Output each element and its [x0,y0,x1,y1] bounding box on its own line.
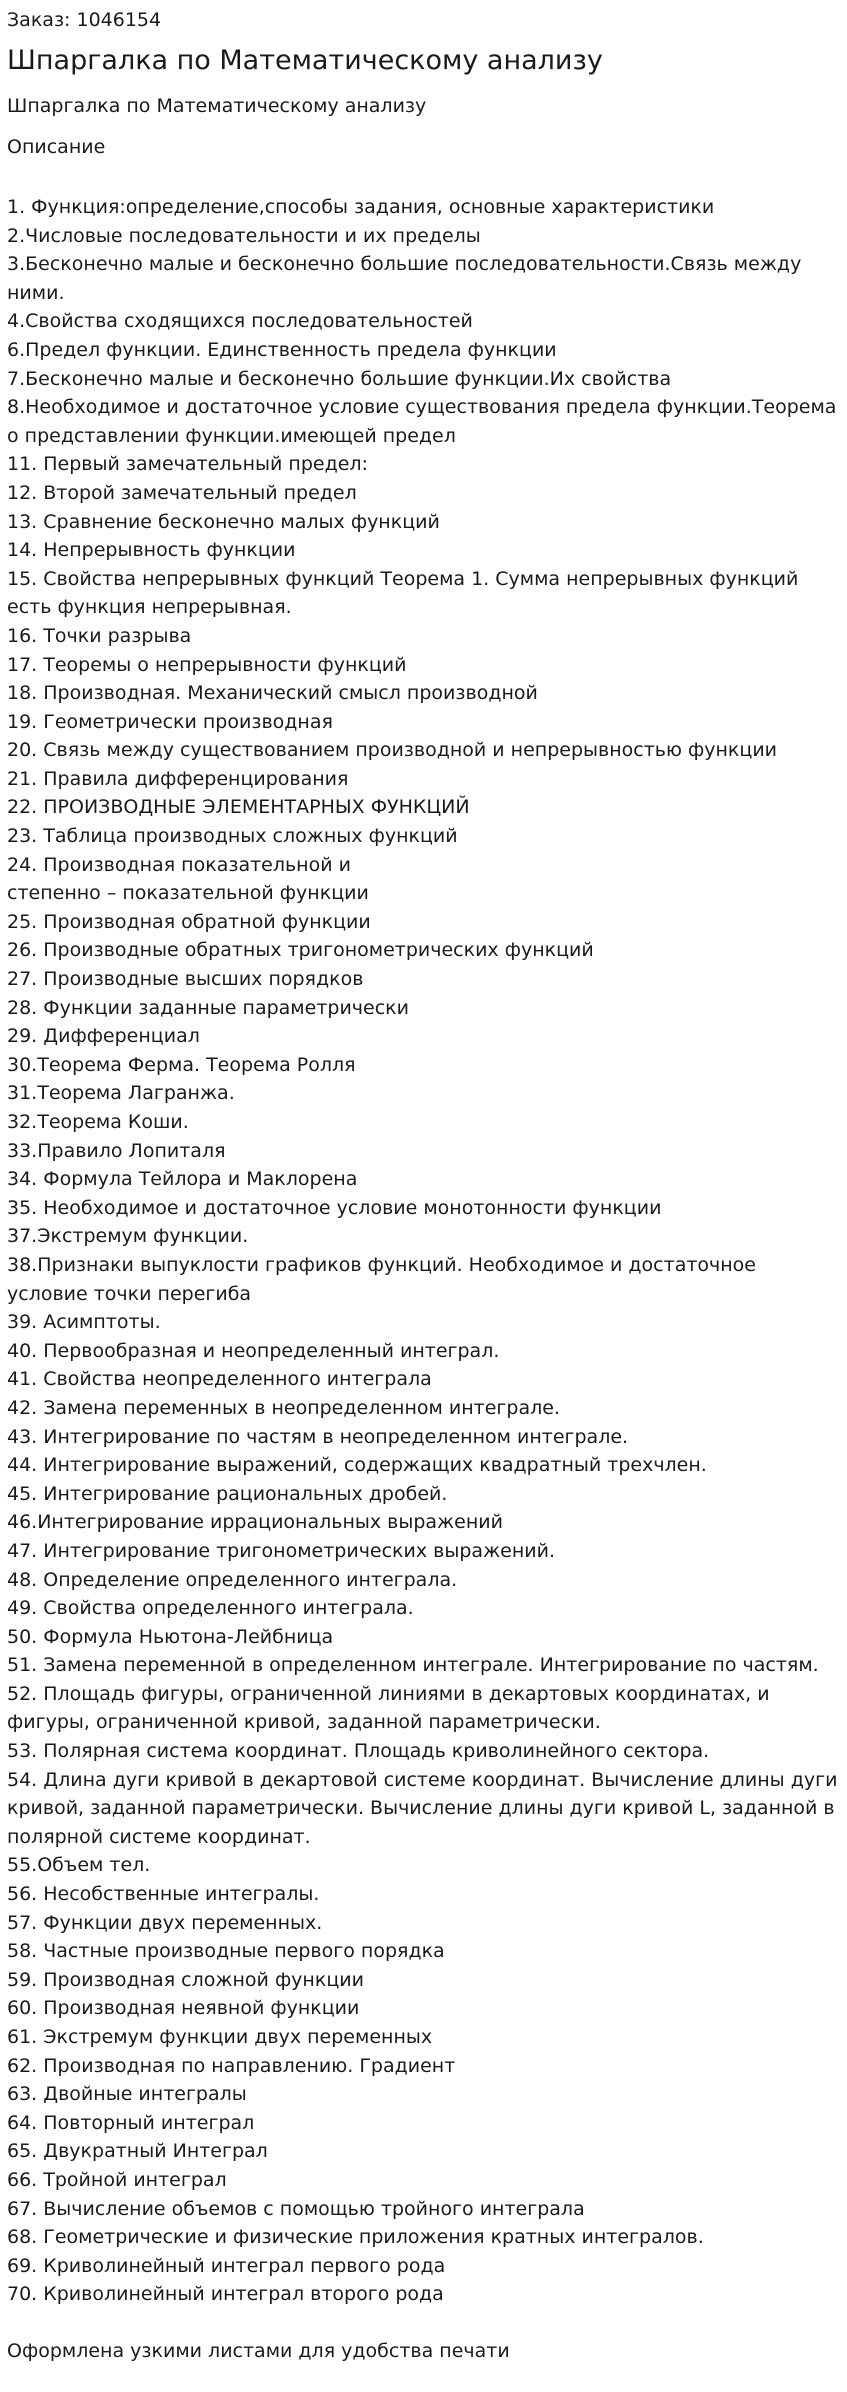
document-page [7,0,839,2362]
order-number: Заказ: 1046154 [7,9,162,31]
list-item: 26. Производные обратных тригонометрических функций [7,939,594,962]
list-item: 58. Частные производные первого порядка [7,1940,445,1963]
list-item: 41. Свойства неопределенного интеграла [7,1368,432,1391]
list-item: 49. Свойства определенного интеграла. [7,1597,414,1620]
page-title: Шпаргалка по Математическому анализу [7,45,603,76]
list-item: 70. Криволинейный интеграл второго рода [7,2283,444,2306]
description-label: Описание [7,136,106,158]
list-item: 17. Теоремы о непрерывности функций [7,653,407,676]
list-item: 53. Полярная система координат. Площадь криволинейного сектора. [7,1740,710,1763]
list-item: 40. Первообразная и неопределенный интеграл. [7,1339,500,1362]
list-item: 20. Связь между существованием производной и непрерывностью функции [7,739,778,762]
list-item: 60. Производная неявной функции [7,1997,360,2020]
list-item: 28. Функции заданные параметрически [7,996,409,1019]
list-item: 1. Функция:определение,способы задания, основные характеристики [7,196,715,218]
list-item: 4.Свойства сходящихся последовательностей [7,310,473,333]
list-item: 47. Интегрирование тригонометрических выражений. [7,1539,556,1562]
list-item: 63. Двойные интегралы [7,2083,247,2106]
list-item: 15. Свойства непрерывных функций Теорема 1. Сумма непрерывных функций есть функция непрерывная. [7,567,799,619]
list-item: 68. Геометрические и физические приложения кратных интегралов. [7,2226,704,2249]
list-item: 52. Площадь фигуры, ограниченной линиями в декартовых координатах, и фигуры, ограниченной кривой, заданной параметрически. [7,1682,770,1734]
list-item: 21. Правила дифференцирования [7,767,349,790]
list-item: 59. Производная сложной функции [7,1968,364,1991]
list-item: 45. Интегрирование рациональных дробей. [7,1482,448,1505]
list-item: 55.Объем тел. [7,1854,151,1877]
list-item: 42. Замена переменных в неопределенном интеграле. [7,1396,560,1419]
list-item: 18. Производная. Механический смысл производной [7,682,538,705]
list-item: 50. Формула Ньютона-Лейбница [7,1625,334,1648]
list-item: 8.Необходимое и достаточное условие существования предела функции.Теорема о представлении функции.имеющей предел [7,396,837,447]
list-item: 39. Асимптоты. [7,1311,161,1334]
list-item: 35. Необходимое и достаточное условие монотонности функции [7,1196,662,1219]
list-item: 33.Правило Лопиталя [7,1139,226,1162]
list-item: 66. Тройной интеграл [7,2168,227,2191]
list-item: 31.Теорема Лагранжа. [7,1082,235,1105]
list-item: 14. Непрерывность функции [7,539,296,562]
list-item: 56. Несобственные интегралы. [7,1883,320,1906]
list-item: 44. Интегрирование выражений, содержащих квадратный трехчлен. [7,1454,707,1477]
list-item: степенно – показательной функции [7,882,369,905]
list-item: 11. Первый замечательный предел: [7,453,368,476]
list-item: 23. Таблица производных сложных функций [7,825,458,848]
list-item: 25. Производная обратной функции [7,910,371,933]
list-item: 27. Производные высших порядков [7,968,364,991]
list-item: 13. Сравнение бесконечно малых функций [7,510,440,533]
footer-note: Оформлена узкими листами для удобства печати [7,2339,510,2362]
list-item: 3.Бесконечно малые и бесконечно большие последовательности.Связь между ними. [7,253,802,304]
list-item: 54. Длина дуги кривой в декартовой системе координат. Вычисление длины дуги кривой, заданной параметрически. Вычисление длины дуги кривой L, заданной в полярной системе координат. [7,1768,838,1848]
list-item: 38.Признаки выпуклости графиков функций. Необходимое и достаточное условие точки перегиба [7,1253,756,1305]
list-item: 32.Теорема Коши. [7,1111,189,1133]
list-item: 43. Интегрирование по частям в неопределенном интеграле. [7,1425,629,1448]
topic-list [7,193,839,2309]
list-item: 6.Предел функции. Единственность предела функции [7,338,557,361]
page-subtitle: Шпаргалка по Математическому анализу [7,95,427,117]
list-item: 69. Криволинейный интеграл первого рода [7,2254,446,2277]
list-item: 19. Геометрически производная [7,710,333,733]
list-item: 67. Вычисление объемов с помощью тройного интеграла [7,2197,585,2220]
list-item: 22. ПРОИЗВОДНЫЕ ЭЛЕМЕНТАРНЫХ ФУНКЦИЙ [7,796,470,819]
list-item: 65. Двукратный Интеграл [7,2140,268,2163]
list-item: 16. Точки разрыва [7,624,192,647]
list-item: 24. Производная показательной и [7,853,351,876]
list-item: 64. Повторный интеграл [7,2111,255,2134]
list-item: 61. Экстремум функции двух переменных [7,2026,433,2048]
list-item: 46.Интегрирование иррациональных выражений [7,1511,503,1534]
list-item: 7.Бесконечно малые и бесконечно большие функции.Их свойства [7,367,672,390]
list-item: 30.Теорема Ферма. Теорема Ролля [7,1053,356,1076]
list-item: 62. Производная по направлению. Градиент [7,2054,456,2077]
list-item: 29. Дифференциал [7,1025,200,1048]
list-item: 48. Определение определенного интеграла. [7,1568,458,1591]
list-item: 57. Функции двух переменных. [7,1911,323,1934]
list-item: 34. Формула Тейлора и Маклорена [7,1168,358,1191]
list-item: 37.Экстремум функции. [7,1225,249,1248]
list-item: 2.Числовые последовательности и их пределы [7,224,481,247]
list-item: 12. Второй замечательный предел [7,481,357,504]
list-item: 51. Замена переменной в определенном интеграле. Интегрирование по частям. [7,1654,819,1677]
